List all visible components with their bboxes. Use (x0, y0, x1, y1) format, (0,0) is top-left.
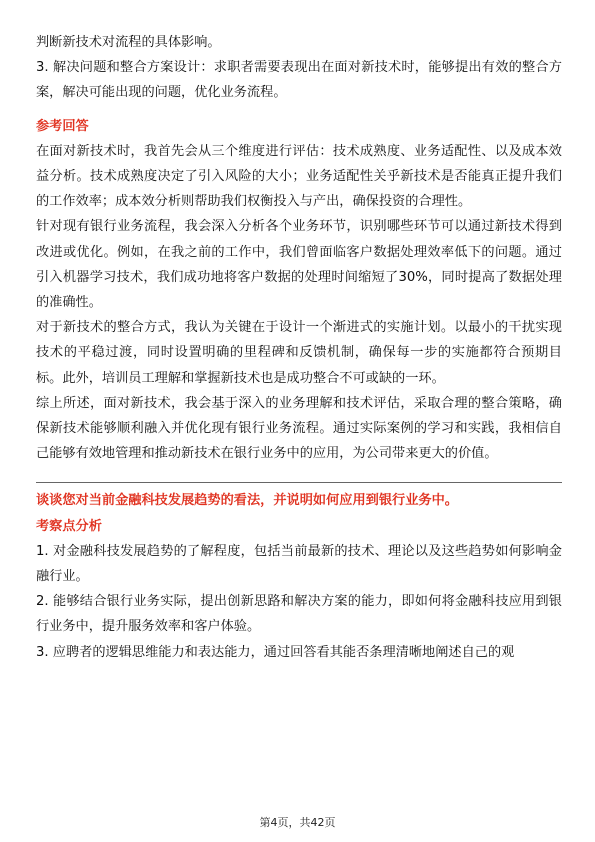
analysis-point: 2. 能够结合银行业务实际，提出创新思路和解决方案的能力，即如何将金融科技应用到银行业务中，提升服务效率和客户体验。 (36, 594, 562, 635)
analysis-point: 3. 应聘者的逻辑思维能力和表达能力，通过回答看其能否条理清晰地阐述自己的观 (36, 644, 515, 660)
answer-paragraph: 对于新技术的整合方式，我认为关键在于设计一个渐进式的实施计划。以最小的干扰实现技术的平稳过渡，同时设置明确的里程碑和反馈机制，确保每一步的实施都符合预期目标。此外，培训员工理解和掌握新技术也是成功整合不可或缺的一环。 (36, 320, 562, 386)
analysis-point-3: 3. 解决问题和整合方案设计：求职者需要表现出在面对新技术时，能够提出有效的整合方案，解决可能出现的问题，优化业务流程。 (36, 60, 562, 101)
reference-answer-heading: 参考回答 (36, 118, 89, 134)
analysis-heading: 考察点分析 (36, 518, 102, 534)
question-title: 谈谈您对当前金融科技发展趋势的看法，并说明如何应用到银行业务中。 (36, 493, 458, 509)
answer-paragraph: 在面对新技术时，我首先会从三个维度进行评估：技术成熟度、业务适配性、以及成本效益分析。技术成熟度决定了引入风险的大小；业务适配性关乎新技术是否能真正提升我们的工作效率；成本效分析则帮助我们权衡投入与产出，确保投资的合理性。 (36, 143, 562, 210)
answer-paragraph: 针对现有银行业务流程，我会深入分析各个业务环节，识别哪些环节可以通过新技术得到改进或优化。例如，在我之前的工作中，我们曾面临客户数据处理效率低下的问题。通过引入机器学习技术，我们成功地将客户数据的处理时间缩短了30%，同时提高了数据处理的准确性。 (36, 219, 562, 311)
document-page (36, 30, 562, 665)
analysis-continuation: 判断新技术对流程的具体影响。 (36, 35, 221, 50)
section-divider (36, 482, 562, 483)
analysis-point: 1. 对金融科技发展趋势的了解程度，包括当前最新的技术、理论以及这些趋势如何影响金融行业。 (36, 543, 562, 585)
page-number: 第4页，共42页 (259, 816, 336, 829)
answer-paragraph: 综上所述，面对新技术，我会基于深入的业务理解和技术评估，采取合理的整合策略，确保新技术能够顺利融入并优化现有银行业务流程。通过实际案例的学习和实践，我相信自己能够有效地管理和推动新技术在银行业务中的应用，为公司带来更大的价值。 (36, 395, 562, 462)
